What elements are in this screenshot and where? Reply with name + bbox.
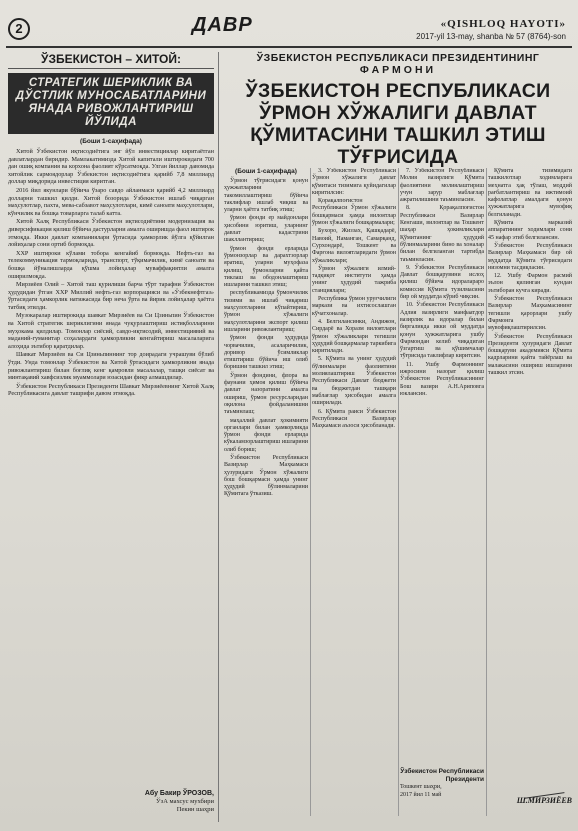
- sign-place: Тошкент шаҳри,: [400, 784, 442, 790]
- column-divider: [310, 168, 311, 816]
- author-place: Пекин шаҳри: [176, 806, 214, 813]
- paragraph: 4. Белгилансинки, Андижон, Сирдарё ва Хоразм вилоятлари ўрмон хўжаликлари тегишли ҳудудий бошқармалар таркибига киритилади.: [312, 318, 396, 355]
- author-note: ЎзА махсус мухбири: [156, 798, 214, 805]
- paragraph: 9. Ўзбекистон Республикаси Давлат бошқарувини ислоҳ қилиш бўйича идоралараро комиссия Қўмита тузилмасини бир ой муддатда кўриб чиқсин.: [400, 264, 484, 301]
- paragraph: Қўмита тизимидаги ташкилотлар ходимларига меҳнатга ҳақ тўлаш, моддий рағбатлантириш ва ижтимоий кафолатлар амалдаги қонун ҳужжатларига мувофиқ белгиланади.: [488, 168, 572, 218]
- left-article-byline: [145, 790, 214, 814]
- left-article-title: СТРАТЕГИК ШЕРИКЛИК ВА ДЎСТЛИК МУНОСАБАТЛАРИНИ ЯНАДА РИВОЖЛАНТИРИШ ЙЎЛИДА: [8, 73, 214, 134]
- paragraph: Қўмита марказий аппаратининг ходимлари сони 45 нафар этиб белгилансин.: [488, 220, 572, 241]
- decree-columns: [224, 168, 572, 818]
- paragraph: Хитой Ўзбекистон иқтисодиётига энг йўл инвестициялар киритаётган давлатлардан биридир. Мамлакатимизда Хитой капитали иштирокидаги 700 дан ошиқ компания ва корхона фаолият кўрсатмоқда. Улган йиллар давомида хитойлик сармоядорлар Ўзбекистон иқтисодиётига қарийб 7,8 миллиард доллар миқдорида инвестиция киритган.: [8, 148, 214, 186]
- decree-title: ЎЗБЕКИСТОН РЕСПУБЛИКАСИ ЎРМОН ХЎЖАЛИГИ ДАВЛАТ ҚЎМИТАСИНИ ТАШКИЛ ЭТИШ ТЎҒРИСИДА: [245, 80, 551, 168]
- paragraph: Музокаралар иштирокида шавкат Мирзиёев ва Си Цзиньпин Ўзбекистон ва Хитой стратегик шериклигини янада чуқурлаштириш истиқболларини муҳокама қилдилар. Томонлар сиёсий, савдо-иқтисодий, инвестициявий ва маданий-гуманитар соҳалардаги ҳамкорликни кенгайтириш масалаларига алоҳида эътибор қаратдилар.: [8, 312, 214, 350]
- left-article: [8, 52, 214, 820]
- issue-line: 2017-yil 13-may, shanba № 57 (8764)-son: [416, 32, 566, 41]
- paragraph: республикамизда ўрмончилик тизими ва ишлаб чиқариш маҳсулотларини кўпайтириш, ўрмон хўжалиги маҳсулотларини экспорт қилиш ишларини ривожлантириш;: [224, 290, 308, 333]
- paragraph: Ўрмон фондини, флора ва фаунани ҳимоя қилиш бўйича давлат назоратини амалга ошириш, ўрмон ресурсларидан оқилона фойдаланишни таъминлаш;: [224, 372, 308, 416]
- page-number: 2: [8, 18, 30, 40]
- paragraph: 10. Ўзбекистон Республикаси Адлия вазирлиги манфаатдор вазирлик ва идоралар билан биргаликда икки ой муддатда қонун ҳужжатларига ушбу Фармондан келиб чиқадиган ўзгартиш ва қўшимчалар тўғрисида таклифлар киритсин.: [400, 302, 484, 360]
- page-header: [6, 14, 572, 44]
- paragraph: 12. Ушбу Фармон расмий эълон қилинган кундан эътиборан кучга киради.: [488, 273, 572, 294]
- paragraph: Ўзбекистон Республикаси Президенти ҳузуридаги Давлат бошқаруви академияси Қўмита кадрларини қайта тайёрлаш ва малакасини ошириш ишларини ташкил этсин.: [488, 333, 572, 377]
- paragraph: Республика ўрмон уруғчилиги маркази ва ихтисослашган кўчатхоналар.: [312, 296, 396, 317]
- paragraph: Хитой Халқ Республикаси Ўзбекистон иқтисодиётини модернизация ва диверсификация қилиш бўйича дастурларни амалга оширишда фаол иштирок этмоқда. Икки давлат компаниялари ўртасида ҳамкорлик йўлга қўйилган лойиҳалар сони ортиб бормоқда.: [8, 218, 214, 249]
- paragraph: Ўзбекистон Республикаси Вазирлар Маҳкамасининг тегишли қарорлари ушбу Фармонга мувофиқлаштирилсин.: [488, 296, 572, 332]
- paragraph: Ўрмон тўғрисидаги қонун ҳужжатларини такомиллаштириш бўйича таклифлар ишлаб чиқиш ва уларни ҳаётга татбиқ этиш;: [224, 178, 308, 214]
- decree-continuation: (Боши 1-саҳифада): [235, 168, 297, 175]
- paragraph: 7. Ўзбекистон Республикаси Молия вазирлиги Қўмита фаолиятини молиялаштириш учун зарур маблағлар ажратилишини таъминласин.: [400, 168, 484, 204]
- paragraph: маҳаллий давлат ҳокимияти органлари билан ҳамкорликда ўрмон фонди ерларида кўкаламзорлаштириш ишларини олиб бориш;: [224, 417, 308, 453]
- column-divider: [486, 168, 487, 816]
- decree-kind: ЎЗБЕКИСТОН РЕСПУБЛИКАСИ ПРЕЗИДЕНТИНИНГ: [256, 52, 540, 64]
- paragraph: ХХР иштироки кўлами тобора кенгайиб бормоқда. Нефть-газ ва телекоммуникация тармоқларида, транспорт, тўқимачилик, кимё саноати ва бошқа йўналишларда қўшма лойиҳалар муваффақиятли амалга оширилмоқда.: [8, 249, 214, 280]
- author-name: Абу Бакир ЎРОЗОВ,: [144, 790, 214, 797]
- decree-kind-2: ФАРМОНИ: [359, 64, 437, 76]
- left-article-kicker: ЎЗБЕКИСТОН – ХИТОЙ:: [8, 52, 214, 69]
- paragraph: Ўзбекистон Республикаси Президенти Шавкат Мирзиёевнинг Хитой Халқ Республикасига давлат ташрифи давом этмоқда.: [8, 382, 214, 398]
- paragraph: Ўзбекистон Республикаси Вазирлар Маҳкамаси бир ой муддатда Қўмита тўғрисидаги низомни тасдиқласин.: [488, 242, 572, 271]
- paragraph: Ўрмон хўжалиги илмий-тадқиқот институти ҳамда унинг ҳудудий тажриба станциялари;: [312, 265, 396, 294]
- decree-column-1: [224, 168, 308, 816]
- signer-name: Ш.МИРЗИЁЕВ: [516, 796, 572, 805]
- decree-column-4: [488, 168, 572, 788]
- left-article-continuation: (Боши 1-саҳифада): [80, 138, 142, 145]
- paragraph: 11. Ушбу Фармоннинг ижросини назорат қилиш Ўзбекистон Республикасининг Бош вазири А.Н.Ариповга юклансин.: [400, 361, 484, 397]
- paragraph: Бухоро, Жиззах, Қашқадарё, Навоий, Наманган, Самарқанд, Сурхондарё, Тошкент ва Фарғона вилоятларидаги ўрмон хўжаликлари;: [312, 228, 396, 264]
- decree-article: [224, 52, 572, 822]
- paragraph: Қорақалпоғистон Республикаси Ўрмон хўжалиги бошқармаси ҳамда вилоятлар ўрмон хўжалиги бошқармалари;: [312, 198, 396, 227]
- sign-date: 2017 йил 11 май: [400, 791, 442, 798]
- paragraph: 5. Қўмита ва унинг ҳудудий бўлинмалари фаолиятини молиялаштириш Ўзбекистон Республикаси Давлат бюджети ва бюджетдан ташқари маблағлар ҳисобидан амалга оширилади.: [312, 356, 396, 407]
- paragraph: ўрмон фонди ерларида ўрмонзорлар ва дарахтзорлар яратиш, уларни муҳофаза қилиш, ўрмонларни қайта тиклаш ва ободонлаштириш ишларини ташкил этиш;: [224, 245, 308, 289]
- section-title: ДАВР: [192, 14, 253, 36]
- column-divider: [398, 168, 399, 816]
- paragraph: Шавкат Мирзиёев ва Си Цзиньпиннинг тор доирадаги учрашуви бўлиб ўтди. Унда томонлар Ўзбекистон ва Хитой ўртасидаги ҳамкорликни янада ривожлантириш билан боғлиқ кенг қамровли масалалар, ташқи сиёсат ва минтақавий хавфсизлик муаммолари юзасидан фикр алмашдилар.: [8, 351, 214, 382]
- decree-signature-block: [400, 768, 484, 799]
- decree-column-3: [400, 168, 484, 764]
- paragraph: ўрмон фонди ҳудудида чорвачилик, асаларичилик, доривор ўсимликлар етиштириш бўйича иш олиб боришни ташкил этиш;: [224, 335, 308, 371]
- header-divider: [6, 46, 572, 48]
- column-divider: [218, 52, 219, 822]
- paragraph: 6. Қўмита раиси Ўзбекистон Республикаси Вазирлар Маҳкамаси аъзоси ҳисобланади.: [312, 408, 396, 430]
- masthead: «QISHLOQ HAYOTI»: [440, 18, 566, 30]
- left-article-body: [8, 148, 214, 398]
- paragraph: 2016 йил якунлари бўйича ўзаро савдо айланмаси қарийб 4,2 миллиард долларни ташкил қилди. Хитой бозорида Ўзбекистон ишлаб чиқарган маҳсулотлар, пахта, мева-сабзавот маҳсулотлари, кимё саноати маҳсулотлари, кўнчилик ва бошқа товарларга талаб катта.: [8, 186, 214, 217]
- paragraph: 3. Ўзбекистон Республикаси Ўрмон хўжалиги давлат қўмитаси тизимига қуйидагилар киритилсин:: [312, 168, 396, 196]
- paragraph: Мирзиёев Олий – Хитой таш қурилиши барча тўрт тарафни Ўзбекистон ҳудудидан ўтган ХХР Миллий нефть-газ корпорацияси ва «Ўзбекнефтгаз» ўртасидаги ҳамкорлик натижасида бир неча ўрта ва йирик лойиҳалар ҳаётга татбиқ этилди.: [8, 281, 214, 311]
- paragraph: ўрмон фонди ер майдонлари ҳисобини юритиш, уларнинг давлат кадастрини шакллантириш;: [224, 215, 308, 244]
- signer-title: Ўзбекистон Республикаси Президенти: [400, 768, 484, 783]
- paragraph: Ўзбекистон Республикаси Вазирлар Маҳкамаси ҳузуридаги Ўрмон хўжалиги бош бошқармаси ҳамда унинг ҳудудий бўлинмаларини Қўмитага ўтказиш.: [224, 454, 308, 498]
- decree-column-2: [312, 168, 396, 816]
- paragraph: 8. Қорақалпоғистон Республикаси Вазирлар Кенгаши, вилоятлар ва Тошкент шаҳар ҳокимликлари Қўмитанинг ҳудудий бўлинмаларини бино ва хоналар билан белгиланган тартибда таъминласин.: [400, 205, 484, 263]
